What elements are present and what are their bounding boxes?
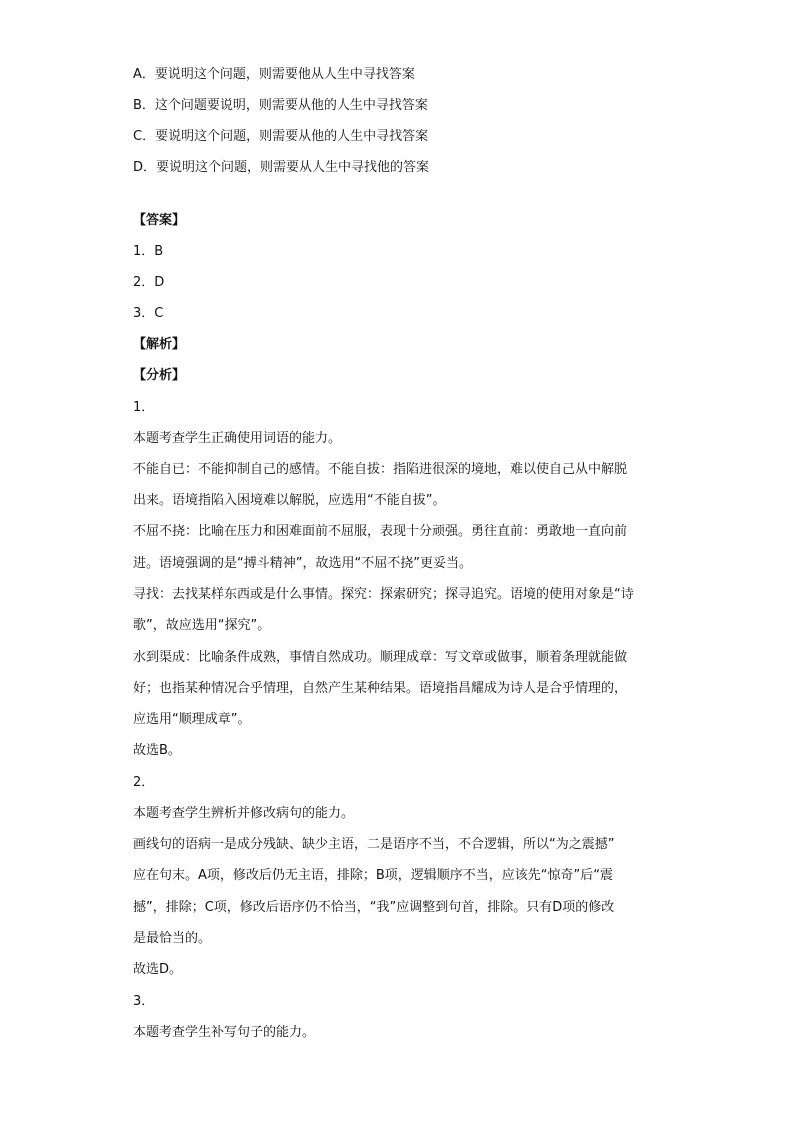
subheading: 【分析】 — [133, 368, 186, 383]
q1-line: 歌”，故应选用“探究”。 — [133, 618, 271, 633]
q1-intro: 本题考查学生正确使用词语的能力。 — [133, 431, 342, 446]
q1-conclusion: 故选B。 — [133, 743, 181, 758]
analysis-heading: 【解析】 — [133, 337, 186, 352]
q1-line: 出来。语境指陷入困境难以解脱，应选用“不能自拔”。 — [133, 493, 446, 508]
option-c: C．要说明这个问题，则需要从他的人生中寻找答案 — [133, 129, 429, 144]
option-d: D．要说明这个问题，则需要从人生中寻找他的答案 — [133, 160, 430, 175]
q2-line: 应在句末。A项，修改后仍无主语，排除；B项，逻辑顺序不当，应该先“惊奇”后“震 — [133, 868, 614, 883]
answer-3: 3．C — [133, 306, 164, 321]
q1-line: 应选用“顺理成章”。 — [133, 712, 251, 727]
answer-2: 2．D — [133, 275, 165, 290]
q1-line: 不能自已：不能抑制自己的感情。不能自拔：指陷进很深的境地，难以使自己从中解脱 — [133, 462, 628, 477]
q1-line: 好；也指某种情况合乎情理，自然产生某种结果。语境指昌耀成为诗人是合乎情理的， — [133, 681, 628, 696]
q3-intro: 本题考查学生补写句子的能力。 — [133, 1025, 316, 1040]
answer-heading: 【答案】 — [133, 213, 186, 228]
option-a: A．要说明这个问题，则需要他从人生中寻找答案 — [133, 67, 415, 82]
q2-line: 撼”，排除；C项，修改后语序仍不恰当，“我”应调整到句首，排除。只有D项的修改 — [133, 900, 615, 915]
q2-line: 画线句的语病一是成分残缺、缺少主语，二是语序不当，不合逻辑，所以“为之震撼” — [133, 837, 615, 852]
q1-line: 不屈不挠：比喻在压力和困难面前不屈服，表现十分顽强。勇往直前：勇敢地一直向前 — [133, 524, 628, 539]
q1-line: 进。语境强调的是“搏斗精神”，故选用“不屈不挠”更妥当。 — [133, 556, 472, 571]
q2-line: 是最恰当的。 — [133, 931, 212, 946]
q2-number: 2． — [133, 775, 155, 790]
q3-number: 3． — [133, 994, 155, 1009]
option-b: B．这个问题要说明，则需要从他的人生中寻找答案 — [133, 98, 428, 113]
q2-intro: 本题考查学生辨析并修改病句的能力。 — [133, 806, 355, 821]
q2-conclusion: 故选D。 — [133, 962, 183, 977]
q1-line: 寻找：去找某样东西或是什么事情。探究：探索研究；探寻追究。语境的使用对象是“诗 — [133, 587, 634, 602]
q1-number: 1． — [133, 400, 155, 415]
q1-line: 水到渠成：比喻条件成熟，事情自然成功。顺理成章：写文章或做事，顺着条理就能做 — [133, 650, 628, 665]
answer-1: 1．B — [133, 244, 164, 259]
